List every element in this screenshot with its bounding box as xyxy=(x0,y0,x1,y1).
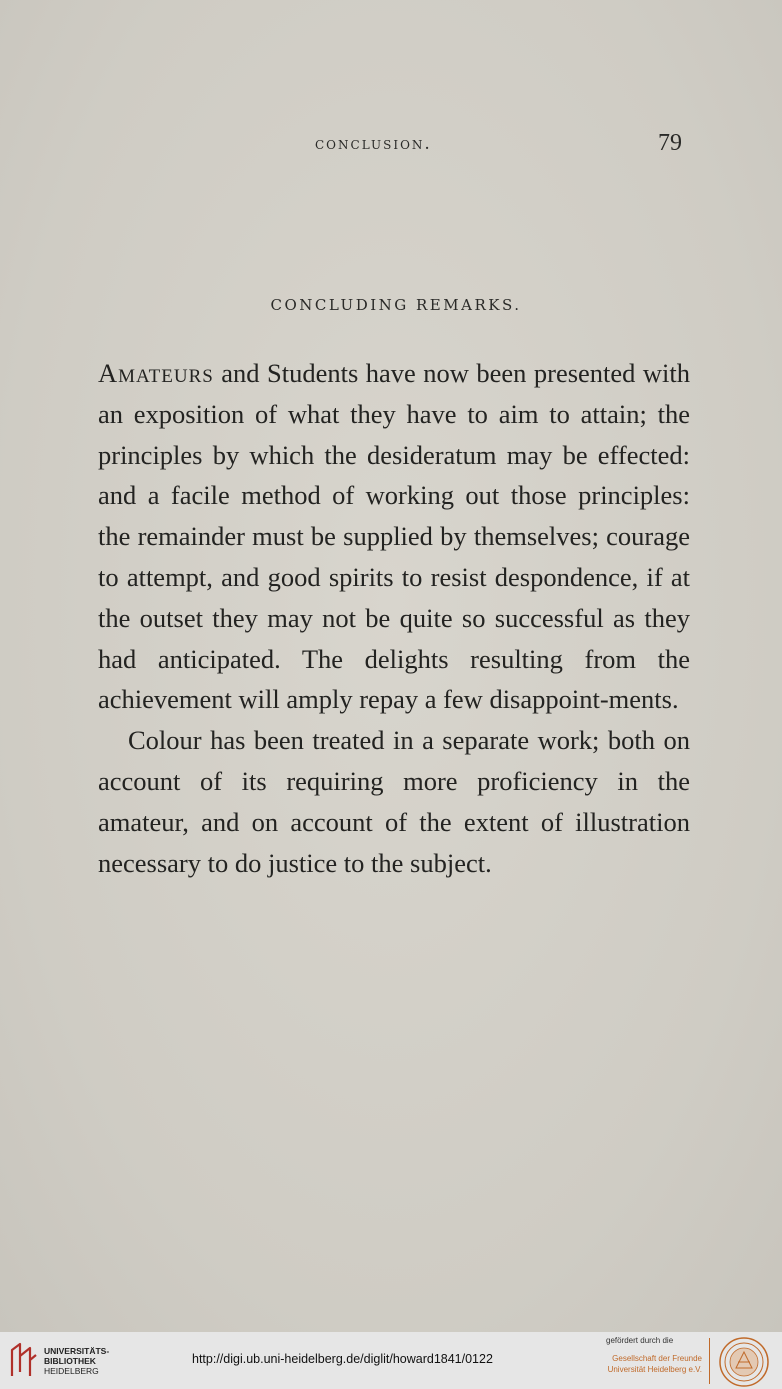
society-name xyxy=(606,1353,702,1375)
library-name-line2: BIBLIOTHEK xyxy=(44,1356,96,1366)
section-heading: CONCLUDING REMARKS. xyxy=(270,296,522,314)
paragraph-2 xyxy=(98,720,690,883)
library-logo-icon xyxy=(8,1342,38,1378)
viewer-footer xyxy=(0,1332,782,1389)
running-title: conclusion. xyxy=(315,134,432,154)
body-text xyxy=(98,353,690,883)
page-number: 79 xyxy=(658,130,682,156)
society-name-line1: Gesellschaft der Freunde xyxy=(612,1354,702,1363)
library-name-line3: HEIDELBERG xyxy=(44,1366,99,1376)
paragraph-1 xyxy=(98,353,690,720)
funded-by-label: gefördert durch die xyxy=(606,1336,674,1345)
society-name-line2: Universität Heidelberg e.V. xyxy=(607,1365,702,1374)
library-name-line1: UNIVERSITÄTS- xyxy=(44,1346,110,1356)
library-name xyxy=(44,1346,109,1376)
permalink-url[interactable]: http://digi.ub.uni-heidelberg.de/diglit/howard1841/0122 xyxy=(192,1352,493,1366)
paragraph-1-text: and Students have now been presented with an exposition of what they have to aim to attain; the principles by which the desideratum may be effected: and a facile method of working out those principles: the remainder must be supplied by themselves; courage to attempt, and good spirits to resist despondence, if at the outset they may not be quite so successful as they had anticipated. The delights resulting from the achievement will amply repay a few disappoint-ments. xyxy=(98,358,690,715)
university-seal-icon xyxy=(718,1336,770,1388)
paragraph-lead-word: Amateurs xyxy=(98,358,214,388)
running-head xyxy=(0,130,782,160)
footer-divider xyxy=(709,1338,710,1384)
paragraph-2-text: Colour has been treated in a separate work; both on account of its requiring more proficiency in the amateur, and on account of the extent of illustration necessary to do justice to the subject. xyxy=(98,725,690,878)
